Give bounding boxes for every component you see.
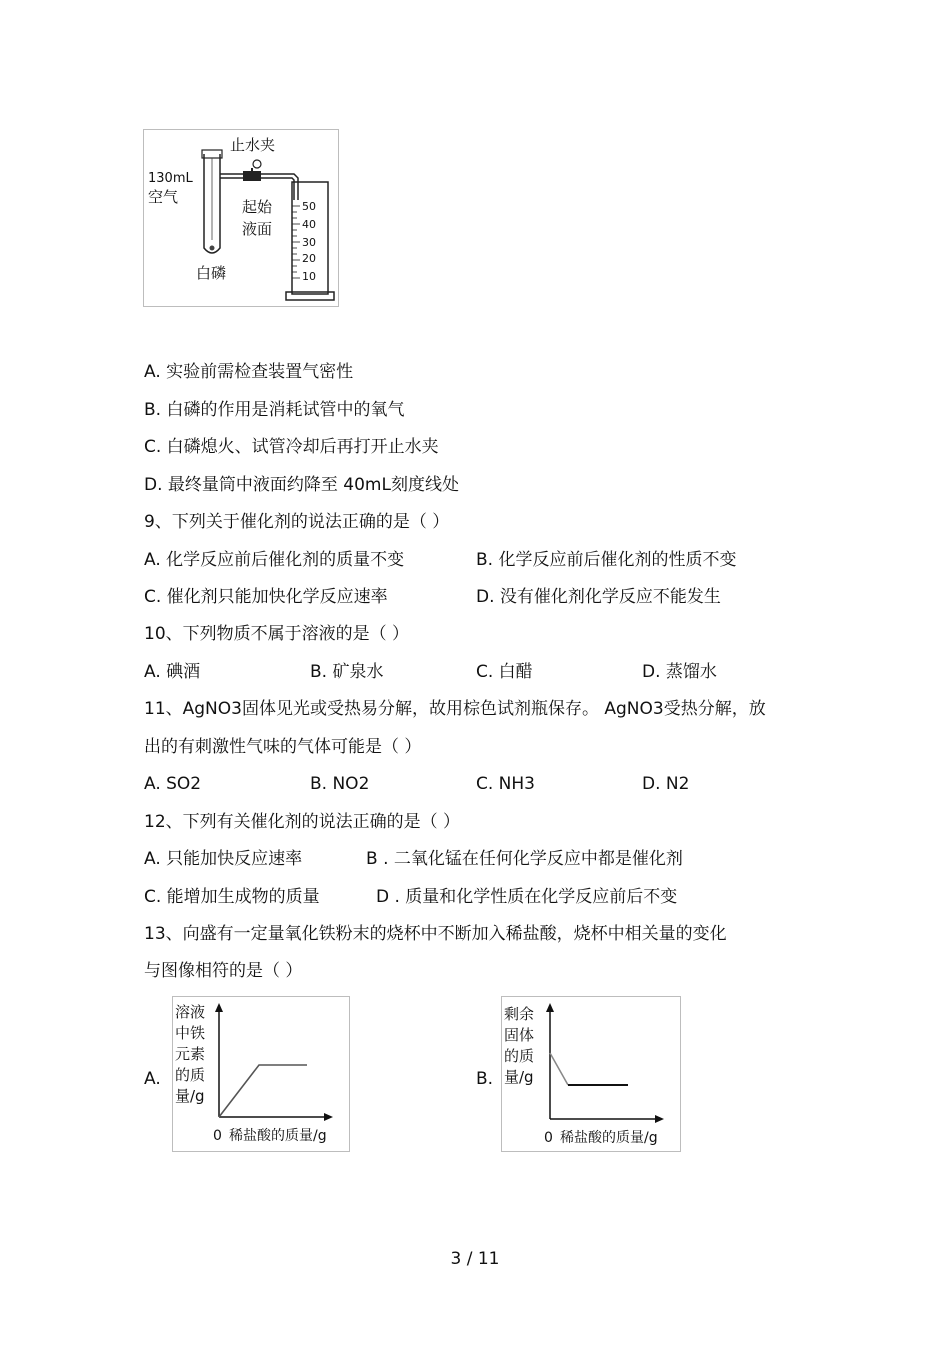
air-volume-label: 130mL [148,171,193,186]
q12-option-b: B . 二氧化锰在任何化学反应中都是催化剂 [366,849,683,869]
cylinder-mark: 20 [302,252,316,265]
q11-option-b: B. NO2 [310,774,370,794]
q12-option-c: C. 能增加生成物的质量 [144,887,320,907]
graph-a-ylabel: 量/g [175,1087,205,1105]
graph-a-ylabel: 元素 [175,1045,206,1063]
graph-a-origin: 0 [213,1128,222,1144]
q8-option-d: D. 最终量筒中液面约降至 40mL刻度线处 [144,475,459,495]
start-level-label: 起始 [242,198,273,216]
q11-option-c: C. NH3 [476,774,535,794]
q10-option-a: A. 碘酒 [144,662,201,682]
graph-b [501,996,681,1152]
q9-option-c: C. 催化剂只能加快化学反应速率 [144,587,388,607]
cylinder-mark: 50 [302,200,316,213]
graph-a-ylabel: 溶液 [175,1003,206,1021]
q11-stem-line1: 11、AgNO3固体见光或受热易分解，故用棕色试剂瓶保存。 AgNO3受热分解，放 [144,699,766,719]
graph-a-xlabel: 稀盐酸的质量/g [229,1128,327,1144]
graph-a-ylabel: 中铁 [175,1024,206,1042]
q9-stem: 9、下列关于催化剂的说法正确的是（ ） [144,512,450,532]
graph-b-ylabel: 量/g [504,1068,534,1086]
cylinder-mark: 10 [302,270,316,283]
clamp-label: 止水夹 [230,136,276,154]
page-number: 3 / 11 [450,1249,500,1269]
graph-a [172,996,350,1152]
q8-option-a: A. 实验前需检查装置气密性 [144,362,354,382]
q10-option-c: C. 白醋 [476,662,533,682]
phosphorus-label: 白磷 [196,264,227,282]
q9-option-d: D. 没有催化剂化学反应不能发生 [476,587,721,607]
start-level-label-2: 液面 [242,220,273,238]
q11-option-d: D. N2 [642,774,690,794]
q11-option-a: A. SO2 [144,774,202,794]
cylinder-mark: 30 [302,236,316,249]
cylinder-mark: 40 [302,218,316,231]
q12-option-a: A. 只能加快反应速率 [144,849,303,869]
q13-stem-line2: 与图像相符的是（ ） [144,961,303,981]
q8-option-b: B. 白磷的作用是消耗试管中的氧气 [144,400,405,420]
q9-option-b: B. 化学反应前后催化剂的性质不变 [476,550,737,570]
graph-b-xlabel: 稀盐酸的质量/g [560,1130,658,1146]
air-label: 空气 [148,188,179,206]
q10-option-b: B. 矿泉水 [310,662,384,682]
graph-b-ylabel: 固体 [504,1026,535,1044]
q10-stem: 10、下列物质不属于溶液的是（ ） [144,624,410,644]
q10-option-d: D. 蒸馏水 [642,662,717,682]
q12-option-d: D . 质量和化学性质在化学反应前后不变 [376,887,678,907]
graph-b-option: B. [476,1069,494,1089]
graph-b-origin: 0 [544,1130,553,1146]
graph-a-option: A. [144,1069,161,1089]
graph-b-ylabel: 剩余 [504,1005,535,1023]
graph-b-ylabel: 的质 [504,1047,535,1065]
q11-stem-line2: 出的有刺激性气味的气体可能是（ ） [144,737,422,757]
q8-option-c: C. 白磷熄火、试管冷却后再打开止水夹 [144,437,439,457]
q13-stem-line1: 13、向盛有一定量氧化铁粉末的烧杯中不断加入稀盐酸，烧杯中相关量的变化 [144,924,727,944]
q9-option-a: A. 化学反应前后催化剂的质量不变 [144,550,405,570]
q12-stem: 12、下列有关催化剂的说法正确的是（ ） [144,812,461,832]
graph-a-ylabel: 的质 [175,1066,206,1084]
apparatus-figure [143,129,339,307]
